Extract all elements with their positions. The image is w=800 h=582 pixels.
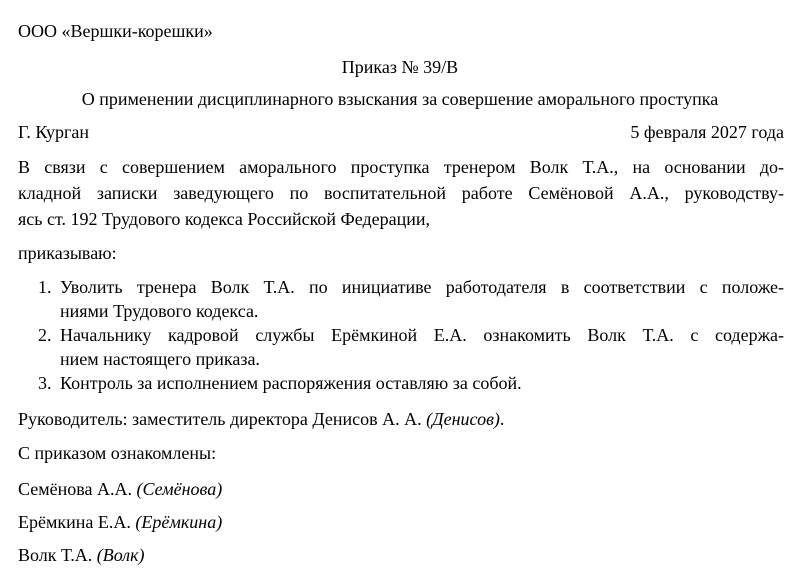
list-item-text: нием настоящего приказа.	[60, 349, 260, 369]
person-signature: (Ерёмкина)	[135, 512, 223, 532]
list-item-text: Уволить тренера Волк Т.А. по инициативе работодателя в соответствии с положе-	[60, 277, 784, 297]
list-number: 1.	[38, 277, 52, 297]
person-name: Волк Т.А.	[18, 545, 93, 565]
list-item-text: Начальнику кадровой службы Ерёмкиной Е.А. ознакомить Волк Т.А. с содержа-	[60, 325, 784, 345]
paragraph-line: В связи с совершением аморального проступка тренером Волк Т.А., на основании до-	[18, 157, 784, 177]
city: Г. Курган	[18, 122, 90, 142]
place-date-row	[18, 119, 784, 145]
person-signature: (Волк)	[96, 545, 145, 565]
order-date: 5 февраля 2027 года	[630, 122, 784, 142]
person-name: Семёнова А.А.	[18, 479, 132, 499]
list-number: 2.	[38, 325, 52, 345]
list-number: 3.	[38, 373, 52, 393]
person-name: Ерёмкина Е.А.	[18, 512, 131, 532]
signature-line	[18, 406, 504, 432]
acquainted-person	[18, 542, 145, 568]
person-signature: (Семёнова)	[136, 479, 223, 499]
order-subject: О применении дисциплинарного взыскания за совершение аморального проступка	[81, 89, 719, 109]
acquainted-heading: С приказом ознакомлены:	[18, 443, 217, 463]
signature-period: .	[499, 409, 505, 429]
order-title: Приказ № 39/В	[341, 57, 459, 77]
paragraph-line: кладной записки заведующего по воспитательной работе Семёновой А.А., руководству-	[18, 183, 784, 203]
signature-handwritten: (Денисов)	[426, 409, 500, 429]
acquainted-person	[18, 476, 222, 502]
acquainted-person	[18, 509, 222, 535]
company-name: ООО «Вершки-корешки»	[18, 21, 213, 41]
paragraph-line: ясь ст. 192 Трудового кодекса Российской Федерации,	[18, 209, 431, 229]
list-item-text: Контроль за исполнением распоряжения оставляю за собой.	[60, 373, 522, 393]
signature-text: Руководитель: заместитель директора Денисов А. А.	[18, 409, 422, 429]
list-item-text: ниями Трудового кодекса.	[60, 301, 259, 321]
order-word: приказываю:	[18, 243, 117, 263]
